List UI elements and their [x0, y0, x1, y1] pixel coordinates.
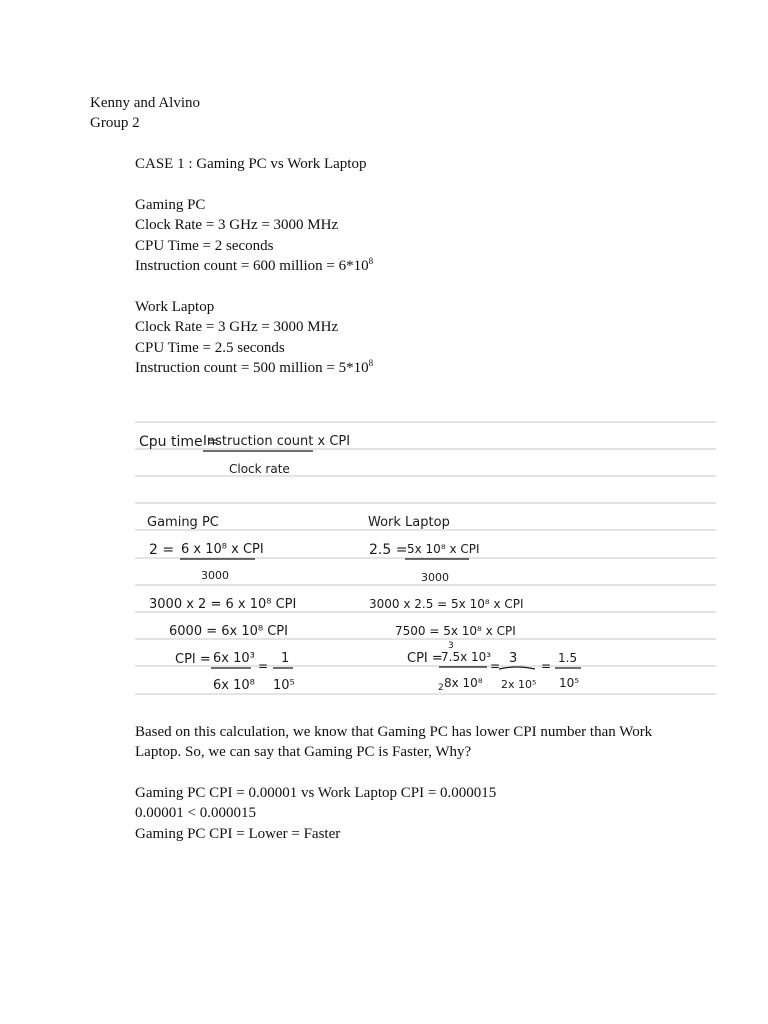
hw-laptop-l1-den: 3000 [421, 571, 449, 584]
hw-laptop-l1-lhs: 2.5 = [369, 542, 408, 558]
hw-laptop-l4-eq2: = [541, 659, 552, 673]
hw-laptop-l4-mden: 2x 10⁵ [501, 678, 537, 691]
hw-laptop-heading: Work Laptop [368, 515, 450, 530]
group-text: Group 2 [90, 115, 140, 131]
conclusion-line-4: 0.00001 < 0.000015 [135, 805, 256, 821]
authors-text: Kenny and Alvino [90, 95, 200, 111]
gaming-pc-heading: Gaming PC [135, 197, 206, 213]
gaming-pc-instruction-count: Instruction count = 600 million = $6*10^8$ [135, 256, 374, 274]
hw-laptop-l4-num: 7.5x 10³ [441, 650, 492, 664]
hw-gaming-l2: 3000 x 2 = 6 x 10⁸ CPI [149, 597, 297, 612]
work-laptop-heading: Work Laptop [135, 299, 215, 315]
hw-laptop-l4-den: 8x 10⁸ [444, 676, 483, 690]
gaming-pc-clock-rate: Clock Rate = 3 GHz = 3000 MHz [135, 217, 339, 233]
hw-gaming-l4-lhs: CPI = [175, 652, 211, 667]
hw-gaming-l4-den: 6x 10⁸ [213, 678, 255, 693]
hw-laptop-l4-eq1: = [490, 659, 501, 673]
hw-gaming-heading: Gaming PC [147, 515, 219, 530]
hw-gaming-l4-rden: 10⁵ [273, 678, 295, 693]
fraction-bar [499, 667, 535, 669]
hw-gaming-l4-num: 6x 10³ [213, 651, 255, 666]
conclusion-line-5: Gaming PC CPI = Lower = Faster [135, 826, 341, 842]
formula-lhs: Cpu time = [139, 434, 219, 450]
hw-gaming-l3: 6000 = 6x 10⁸ CPI [169, 624, 288, 639]
hw-laptop-l1-num: 5x 10⁸ x CPI [407, 542, 480, 556]
conclusion-line-1: Based on this calculation, we know that Gaming PC has lower CPI number than Work [135, 724, 653, 740]
hw-laptop-l4-lhs: CPI = [407, 651, 443, 666]
hw-laptop-l4-small2: 2 [438, 683, 444, 693]
gaming-pc-cpu-time: CPU Time = 2 seconds [135, 238, 274, 254]
hw-laptop-l3: 7500 = 5x 10⁸ x CPI [395, 624, 516, 638]
work-laptop-cpu-time: CPU Time = 2.5 seconds [135, 340, 285, 356]
formula-denominator: Clock rate [229, 462, 290, 476]
hw-gaming-l4-eq: = [258, 659, 269, 673]
work-laptop-instruction-count: Instruction count = 500 million = $5*10^8$ [135, 358, 374, 376]
hw-gaming-l4-rnum: 1 [281, 651, 290, 666]
hw-laptop-l4-rnum: 1.5 [558, 651, 578, 665]
conclusion-line-2: Laptop. So, we can say that Gaming PC is Faster, Why? [135, 744, 472, 760]
hw-laptop-l4-mnum: 3 [509, 651, 518, 666]
hw-gaming-l1-num: 6 x 10⁸ x CPI [181, 542, 264, 557]
hw-gaming-l1-lhs: 2 = [149, 542, 175, 558]
exponent: 8 [368, 358, 374, 368]
case-title: CASE 1 : Gaming PC vs Work Laptop [135, 156, 367, 172]
work-laptop-clock-rate: Clock Rate = 3 GHz = 3000 MHz [135, 319, 339, 335]
exponent: 8 [368, 256, 374, 266]
hw-laptop-l4-rden: 10⁵ [559, 676, 580, 690]
hw-gaming-l1-den: 3000 [201, 569, 229, 582]
hw-laptop-l4-small3: 3 [448, 641, 454, 651]
formula-numerator: Instruction count x CPI [203, 434, 351, 449]
conclusion-line-3: Gaming PC CPI = 0.00001 vs Work Laptop CPI = 0.000015 [135, 785, 497, 801]
hw-laptop-l2: 3000 x 2.5 = 5x 10⁸ x CPI [369, 597, 524, 611]
handwritten-notes-image [135, 419, 716, 699]
